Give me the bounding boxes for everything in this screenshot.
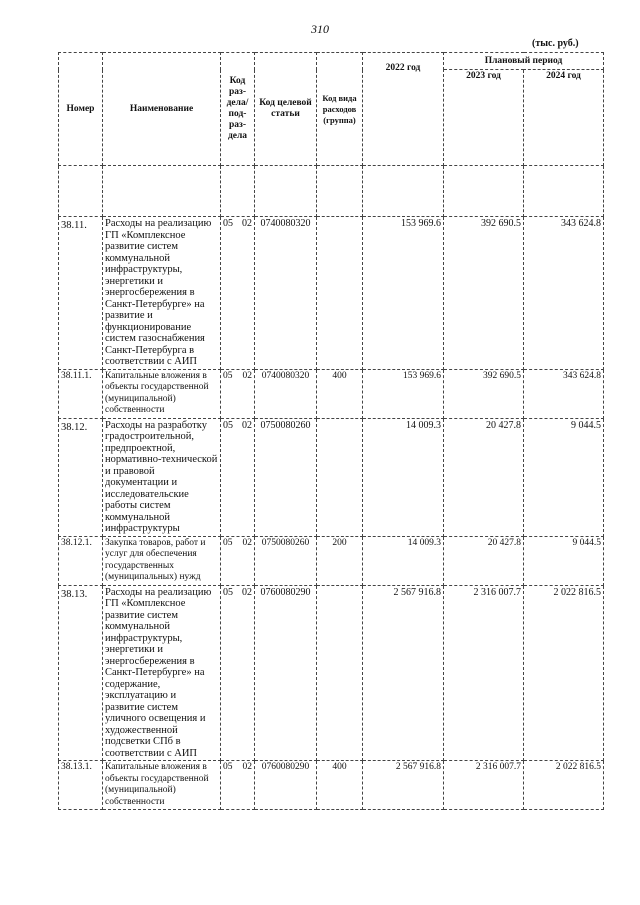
row-2023: 20 427.8 xyxy=(444,536,524,585)
row-target-code: 0760080290 xyxy=(255,761,317,810)
section-code: 05 xyxy=(223,762,233,772)
row-2022: 153 969.6 xyxy=(363,217,444,370)
row-section-code xyxy=(221,536,255,585)
section-code: 05 xyxy=(223,419,233,431)
row-2024: 2 022 816.5 xyxy=(524,761,604,810)
table-row xyxy=(59,369,604,418)
spacer-row xyxy=(59,166,604,217)
row-2024: 343 624.8 xyxy=(524,217,604,370)
row-number: 38.13. xyxy=(59,585,103,761)
table-body xyxy=(59,166,604,810)
row-section-code xyxy=(221,418,255,536)
row-expense-type: 400 xyxy=(317,761,363,810)
table-row xyxy=(59,217,604,370)
row-target-code: 0750080260 xyxy=(255,418,317,536)
budget-table xyxy=(58,52,604,810)
row-target-code: 0740080320 xyxy=(255,369,317,418)
row-expense-type: 200 xyxy=(317,536,363,585)
header-number: Номер xyxy=(59,53,103,166)
units-label: (тыс. руб.) xyxy=(532,38,579,49)
header-year-2023: 2023 год xyxy=(444,70,524,166)
row-2024: 9 044.5 xyxy=(524,418,604,536)
section-code: 05 xyxy=(223,370,233,381)
row-2023: 392 690.5 xyxy=(444,369,524,418)
header-expense-type-code: Код вида расходов (группа) xyxy=(317,53,363,166)
subsection-code: 02 xyxy=(242,419,252,431)
table-row xyxy=(59,761,604,810)
row-2023: 2 316 007.7 xyxy=(444,761,524,810)
header-year-2024: 2024 год xyxy=(524,70,604,166)
row-number: 38.12.1. xyxy=(59,536,103,585)
row-number: 38.11.1. xyxy=(59,369,103,418)
header-section-code: Код раз-дела/ под-раз-дела xyxy=(221,53,255,166)
row-2023: 20 427.8 xyxy=(444,418,524,536)
subsection-code: 02 xyxy=(242,370,252,381)
row-section-code xyxy=(221,761,255,810)
row-expense-type: 400 xyxy=(317,369,363,418)
row-number: 38.11. xyxy=(59,217,103,370)
table-row xyxy=(59,418,604,536)
row-expense-type xyxy=(317,585,363,761)
row-2022: 14 009.3 xyxy=(363,536,444,585)
row-expense-type xyxy=(317,418,363,536)
table-row xyxy=(59,585,604,761)
row-2022: 2 567 916.8 xyxy=(363,585,444,761)
header-target-code: Код целевой статьи xyxy=(255,53,317,166)
row-name: Закупка товаров, работ и услуг для обеспечения государственных (муниципальных) нужд xyxy=(103,536,221,585)
subsection-code: 02 xyxy=(242,537,252,548)
row-name: Расходы на реализацию ГП «Комплексное развитие систем коммунальной инфраструктуры, энергетики и энергосбережения в Санкт-Петербурге» на развитие и функционирование систем газоснабжения Санкт-Петербурга в соответствии с АИП xyxy=(103,217,221,370)
section-code: 05 xyxy=(223,218,233,229)
subsection-code: 02 xyxy=(242,218,252,229)
row-expense-type xyxy=(317,217,363,370)
row-2024: 2 022 816.5 xyxy=(524,585,604,761)
row-section-code xyxy=(221,585,255,761)
row-2023: 2 316 007.7 xyxy=(444,585,524,761)
row-2024: 343 624.8 xyxy=(524,369,604,418)
row-section-code xyxy=(221,217,255,370)
row-section-code xyxy=(221,369,255,418)
row-2022: 2 567 916.8 xyxy=(363,761,444,810)
subsection-code: 02 xyxy=(242,762,252,772)
row-number: 38.12. xyxy=(59,418,103,536)
row-2024: 9 044.5 xyxy=(524,536,604,585)
section-code: 05 xyxy=(223,537,233,548)
row-name: Капитальные вложения в объекты государственной (муниципальной) собственности xyxy=(103,761,221,810)
row-2022: 14 009.3 xyxy=(363,418,444,536)
section-code: 05 xyxy=(223,586,233,598)
row-name: Расходы на разработку градостроительной, предпроектной, нормативно-технической и правовой документации и исследовательские работы систем коммунальной инфраструктуры xyxy=(103,418,221,536)
row-target-code: 0760080290 xyxy=(255,585,317,761)
row-number: 38.13.1. xyxy=(59,761,103,810)
header-name: Наименование xyxy=(103,53,221,166)
row-name: Капитальные вложения в объекты государственной (муниципальной) собственности xyxy=(103,369,221,418)
page-number: 310 xyxy=(311,22,329,36)
header-year-2022: 2022 год xyxy=(363,53,444,166)
table-row xyxy=(59,536,604,585)
row-target-code: 0750080260 xyxy=(255,536,317,585)
row-2023: 392 690.5 xyxy=(444,217,524,370)
row-2022: 153 969.6 xyxy=(363,369,444,418)
subsection-code: 02 xyxy=(242,586,252,598)
header-planning-period: Плановый период xyxy=(444,53,604,70)
row-target-code: 0740080320 xyxy=(255,217,317,370)
row-name: Расходы на реализацию ГП «Комплексное развитие систем коммунальной инфраструктуры, энергетики и энергосбережения в Санкт-Петербурге» на содержание, эксплуатацию и развитие систем уличного освещения и художественной подсветки СПб в соответствии с АИП xyxy=(103,585,221,761)
